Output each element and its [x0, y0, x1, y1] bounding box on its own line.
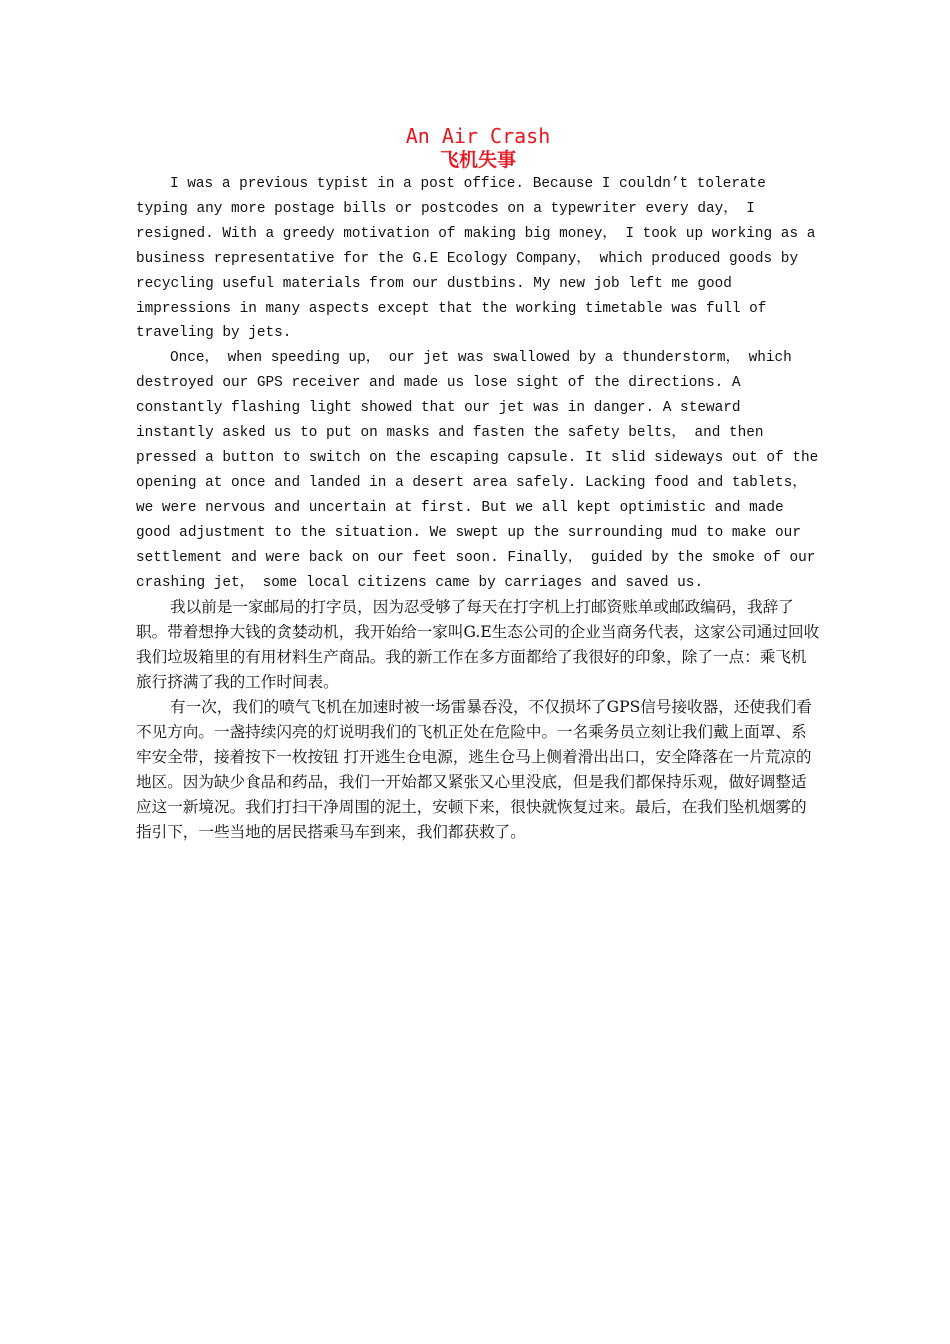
paragraph-en-1: I was a previous typist in a post office. Because I couldn’t tolerate typing any more postage bills or postcodes on a typewriter every day， I resigned. With a greedy motivation of making big money， I took up working as a business representative for the G.E Ecology Company， which produced goods by recycling useful materials from our dustbins. My new job left me good impressions in many aspects except that the working timetable was full of traveling by jets.	[136, 176, 816, 342]
title-chinese: 飞机失事	[439, 149, 516, 171]
paragraph-zh-1: 我以前是一家邮局的打字员，因为忍受够了每天在打字机上打邮资账单或邮政编码，我辞了职。带着想挣大钱的贪婪动机，我开始给一家叫G.E生态公司的企业当商务代表，这家公司通过回收我们垃圾箱里的有用材料生产商品。我的新工作在多方面都给了我很好的印象，除了一点：乘飞机旅行挤满了我的工作时间表。	[136, 598, 820, 692]
title-english: An Air Crash	[405, 124, 551, 148]
paragraph-en-2: Once， when speeding up， our jet was swallowed by a thunderstorm， which destroyed our GPS receiver and made us lose sight of the directions. A constantly flashing light showed that our jet was in danger. A steward instantly asked us to put on masks and fasten the safety belts， and then pressed a button to switch on the escaping capsule. It slid sideways out of the opening at once and landed in a desert area safely. Lacking food and tablets， we were nervous and uncertain at first. But we all kept optimistic and made good adjustment to the situation. We swept up the surrounding mud to make our settlement and were back on our feet soon. Finally， guided by the smoke of our crashing jet， some local citizens came by carriages and saved us.	[136, 350, 819, 591]
paragraph-zh-2: 有一次，我们的喷气飞机在加速时被一场雷暴吞没，不仅损坏了GPS信号接收器，还使我们看不见方向。一盏持续闪亮的灯说明我们的飞机正处在危险中。一名乘务员立刻让我们戴上面罩、系牢安全带，接着按下一枚按钮 打开逃生仓电源，逃生仓马上侧着滑出出口，安全降落在一片荒凉的地区。因为缺少食品和药品，我们一开始都又紧张又心里没底，但是我们都保持乐观，做好调整适应这一新境况。我们打扫干净周围的泥土，安顿下来，很快就恢复过来。最后，在我们坠机烟雾的指引下，一些当地的居民搭乘马车到来，我们都获救了。	[136, 698, 812, 841]
document-page	[136, 124, 820, 844]
